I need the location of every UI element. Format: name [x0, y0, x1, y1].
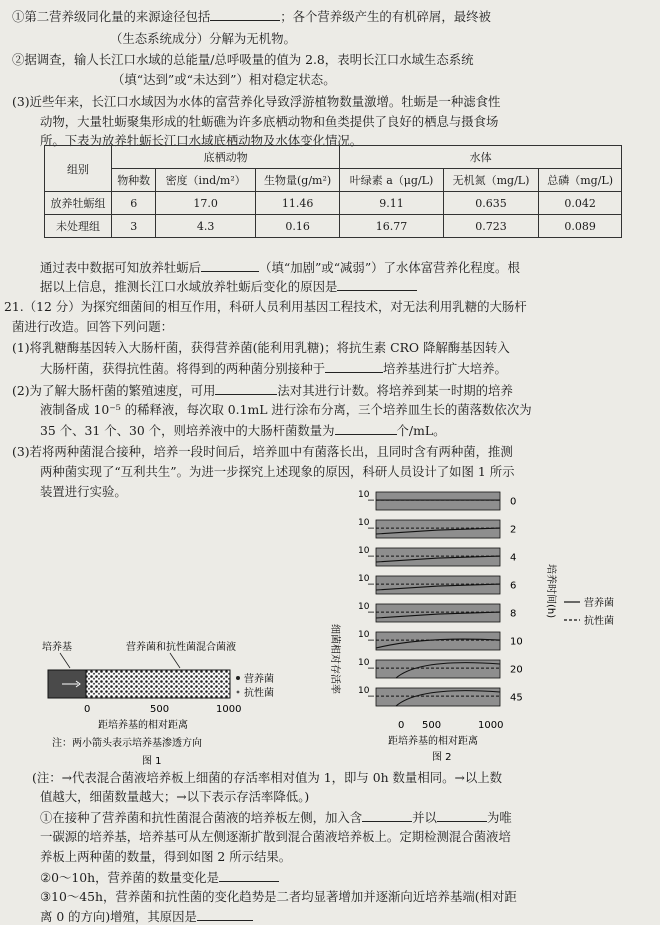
q-line-3: ②据调查，输人长江口水域的总能量/总呼吸量的值为 2.8，表明长江口水域生态系统	[12, 52, 474, 67]
fig1-legend-resist: 抗性菌	[244, 688, 274, 699]
cell: 16.77	[340, 215, 443, 238]
fig2-panel	[358, 490, 516, 510]
q21-line-5	[12, 382, 513, 399]
fig1-tick: 0	[84, 704, 91, 715]
note-line-8	[40, 908, 253, 925]
q21-line-4	[40, 360, 507, 377]
note-line-2: 值越大，细菌数量越大；→以下表示存活率降低。)	[40, 789, 310, 804]
panel-time-label: 4	[510, 552, 517, 564]
cell: 0.723	[443, 215, 539, 238]
panel-ymax-label: 10	[358, 518, 370, 528]
th-col: 物种数	[112, 169, 156, 192]
fig2-ylabel: 细菌相对存活率	[329, 624, 340, 694]
cell: 放养牡蛎组	[45, 192, 112, 215]
th-benthic: 底栖动物	[112, 146, 340, 169]
fig2-panels	[358, 490, 523, 706]
q-line-4: （填“达到”或“未达到”）相对稳定状态。	[112, 72, 336, 87]
data-table	[44, 145, 622, 238]
th-col: 叶绿素 a（μg/L)	[340, 169, 443, 192]
answer-blank[interactable]	[210, 8, 280, 21]
text: 法对其进行计数。将培养到某一时期的培养	[277, 383, 513, 398]
cell: 17.0	[156, 192, 256, 215]
pointer-line	[170, 653, 180, 668]
text: ①第二营养级同化量的来源途径包括	[12, 9, 211, 24]
th-col: 无机氮（mg/L)	[443, 169, 539, 192]
text: 离 0 的方向)增殖，其原因是	[40, 909, 197, 924]
note-line-6	[40, 869, 279, 886]
answer-blank[interactable]	[325, 360, 383, 373]
cell: 0.042	[539, 192, 622, 215]
fig2-panel	[358, 630, 523, 650]
q-line-5: (3)近些年来，长江口水域因为水体的富营养化导致浮游植物数量激增。牡蛎是一种滤食性	[12, 94, 501, 109]
th-col: 生物量(g/m²)	[255, 169, 339, 192]
mixed-culture-plate	[86, 670, 230, 698]
answer-blank[interactable]	[201, 259, 259, 272]
fig2-tick: 500	[422, 720, 442, 731]
q-line-7: 所。下表为放养牡蛎长江口水域底栖动物及水体变化情况。	[40, 133, 363, 148]
th-col: 密度（ind/m²）	[156, 169, 256, 192]
q-line-1	[12, 8, 491, 25]
fig1-caption: 图 1	[142, 756, 162, 767]
fig2-panel	[358, 602, 516, 622]
panel-time-label: 10	[510, 636, 523, 648]
nutrient-bacteria-dot-icon	[236, 676, 240, 680]
fig1-legend-nutr: 营养菌	[244, 674, 274, 685]
panel-time-label: 45	[510, 692, 523, 704]
answer-blank[interactable]	[337, 278, 417, 291]
fig2-legend-nutr: 营养菌	[584, 598, 614, 609]
cell: 未处理组	[45, 215, 112, 238]
q21-line-10: 装置进行实验。	[40, 484, 127, 499]
fig2-caption: 图 2	[432, 752, 452, 763]
fig1-label-mix: 营养菌和抗性菌混合菌液	[126, 642, 236, 653]
text: （生态系统成分）分解为无机物。	[110, 31, 296, 46]
fig2-panel	[358, 574, 516, 594]
fig1-tick: 1000	[216, 704, 242, 715]
text: （填“加剧”或“减弱”）了水体富营养化程度。根	[259, 260, 520, 275]
text: ②0～10h，营养菌的数量变化是	[40, 870, 220, 885]
panel-ymax-label: 10	[358, 546, 370, 556]
fig2-panel	[358, 658, 523, 678]
table-row	[45, 215, 622, 238]
q21-line-1: 21.（12 分）为探究细菌间的相互作用，科研人员利用基因工程技术，对无法利用乳糖的大肠杆	[4, 299, 527, 314]
text: 为唯	[486, 810, 512, 825]
q21-line-9: 两种菌实现了“互利共生”。为进一步探究上述现象的原因，科研人员设计了如图 1 所示	[40, 464, 515, 479]
panel-ymax-label: 10	[358, 630, 370, 640]
q21-line-6: 液制备成 10⁻⁵ 的稀释液，每次取 0.1mL 进行涂布分离，三个培养皿生长的菌落数依次为	[40, 402, 532, 417]
q-line-2	[110, 30, 296, 47]
th-water: 水体	[340, 146, 622, 169]
panel-ymax-label: 10	[358, 602, 370, 612]
fig2-tick: 0	[398, 720, 405, 731]
note-line-1: (注：→代表混合菌液培养板上细菌的存活率相对值为 1，即与 0h 数量相同。→以上数	[32, 770, 503, 785]
panel-time-label: 20	[510, 664, 523, 676]
cell: 11.46	[255, 192, 339, 215]
panel-time-label: 8	[510, 608, 517, 620]
text: 通过表中数据可知放养牡蛎后	[40, 260, 202, 275]
panel-time-label: 0	[510, 496, 517, 508]
text: 个/mL。	[396, 423, 446, 438]
answer-blank[interactable]	[437, 809, 487, 822]
after-table-line-2	[40, 278, 417, 295]
panel-frame	[376, 492, 500, 510]
fig2-tick: 1000	[478, 720, 504, 731]
fig2-panel	[358, 546, 516, 566]
fig2-panel	[358, 518, 516, 538]
panel-ymax-label: 10	[358, 574, 370, 584]
cell: 9.11	[340, 192, 443, 215]
th-group: 组别	[45, 146, 112, 192]
th-col: 总磷（mg/L)	[539, 169, 622, 192]
panel-frame	[376, 632, 500, 650]
q-line-6: 动物，大量牡蛎聚集形成的牡蛎礁为许多底栖动物和鱼类提供了良好的栖息与摄食场	[40, 114, 499, 129]
note-line-5: 养板上两种菌的数量，得到如图 2 所示结果。	[40, 849, 292, 864]
fig1-note: 注：两小箭头表示培养基渗透方向	[52, 738, 202, 749]
panel-ymax-label: 10	[358, 490, 370, 500]
table-row	[45, 192, 622, 215]
fig2-legend-resist: 抗性菌	[584, 616, 614, 627]
text: 据以上信息，推测长江口水域放养牡蛎后变化的原因是	[40, 279, 338, 294]
panel-time-label: 6	[510, 580, 517, 592]
text: 培养基进行扩大培养。	[382, 361, 507, 376]
fig1-label-medium: 培养基	[42, 642, 72, 653]
note-line-7: ③10～45h，营养菌和抗性菌的变化趋势是二者均显著增加并逐渐向近培养基端(相对距	[40, 889, 517, 904]
figure-1	[40, 640, 300, 780]
text: 35 个、31 个、30 个，则培养液中的大肠杆菌数量为	[40, 423, 335, 438]
text: (2)为了解大肠杆菌的繁殖速度，可用	[12, 383, 216, 398]
q21-line-8: (3)若将两种菌混合接种，培养一段时间后，培养皿中有菌落长出，且同时含有两种菌，推测	[12, 444, 513, 459]
cell: 6	[112, 192, 156, 215]
panel-time-label: 2	[510, 524, 517, 536]
text: 并以	[412, 810, 437, 825]
cell: 0.089	[539, 215, 622, 238]
q21-line-7	[40, 422, 445, 439]
note-line-3	[40, 809, 512, 826]
panel-ymax-label: 10	[358, 658, 370, 668]
q21-line-3: (1)将乳糖酶基因转入大肠杆菌，获得营养菌(能利用乳糖)；将抗生素 CRO 降解酶基因转入	[12, 340, 510, 355]
fig1-xlabel: 距培养基的相对距离	[98, 720, 188, 731]
answer-blank[interactable]	[197, 908, 253, 921]
text: ；各个营养级产生的有机碎屑，最终被	[280, 9, 491, 24]
fig2-panel	[358, 686, 523, 706]
cell: 4.3	[156, 215, 256, 238]
answer-blank[interactable]	[362, 809, 412, 822]
figure-2	[318, 484, 648, 766]
answer-blank[interactable]	[219, 869, 279, 882]
cell: 3	[112, 215, 156, 238]
answer-blank[interactable]	[335, 422, 397, 435]
cell: 0.16	[255, 215, 339, 238]
fig2-xlabel: 距培养基的相对距离	[388, 736, 478, 747]
note-line-4: 一碳源的培养基，培养基可从左侧逐渐扩散到混合菌液培养板上。定期检测混合菌液培	[40, 829, 511, 844]
panel-ymax-label: 10	[358, 686, 370, 696]
cell: 0.635	[443, 192, 539, 215]
resistant-bacteria-dot-icon	[237, 691, 240, 694]
text: ①在接种了营养菌和抗性菌混合菌液的培养板左侧，加入含	[40, 810, 363, 825]
answer-blank[interactable]	[215, 382, 277, 395]
fig1-tick: 500	[150, 704, 170, 715]
after-table-line-1	[40, 259, 520, 276]
text: 大肠杆菌，获得抗性菌。将得到的两种菌分别接种于	[40, 361, 325, 376]
pointer-line	[60, 653, 70, 668]
q21-line-2: 菌进行改造。回答下列问题：	[12, 319, 174, 334]
fig2-time-label: 培养时间(h)	[545, 564, 556, 619]
